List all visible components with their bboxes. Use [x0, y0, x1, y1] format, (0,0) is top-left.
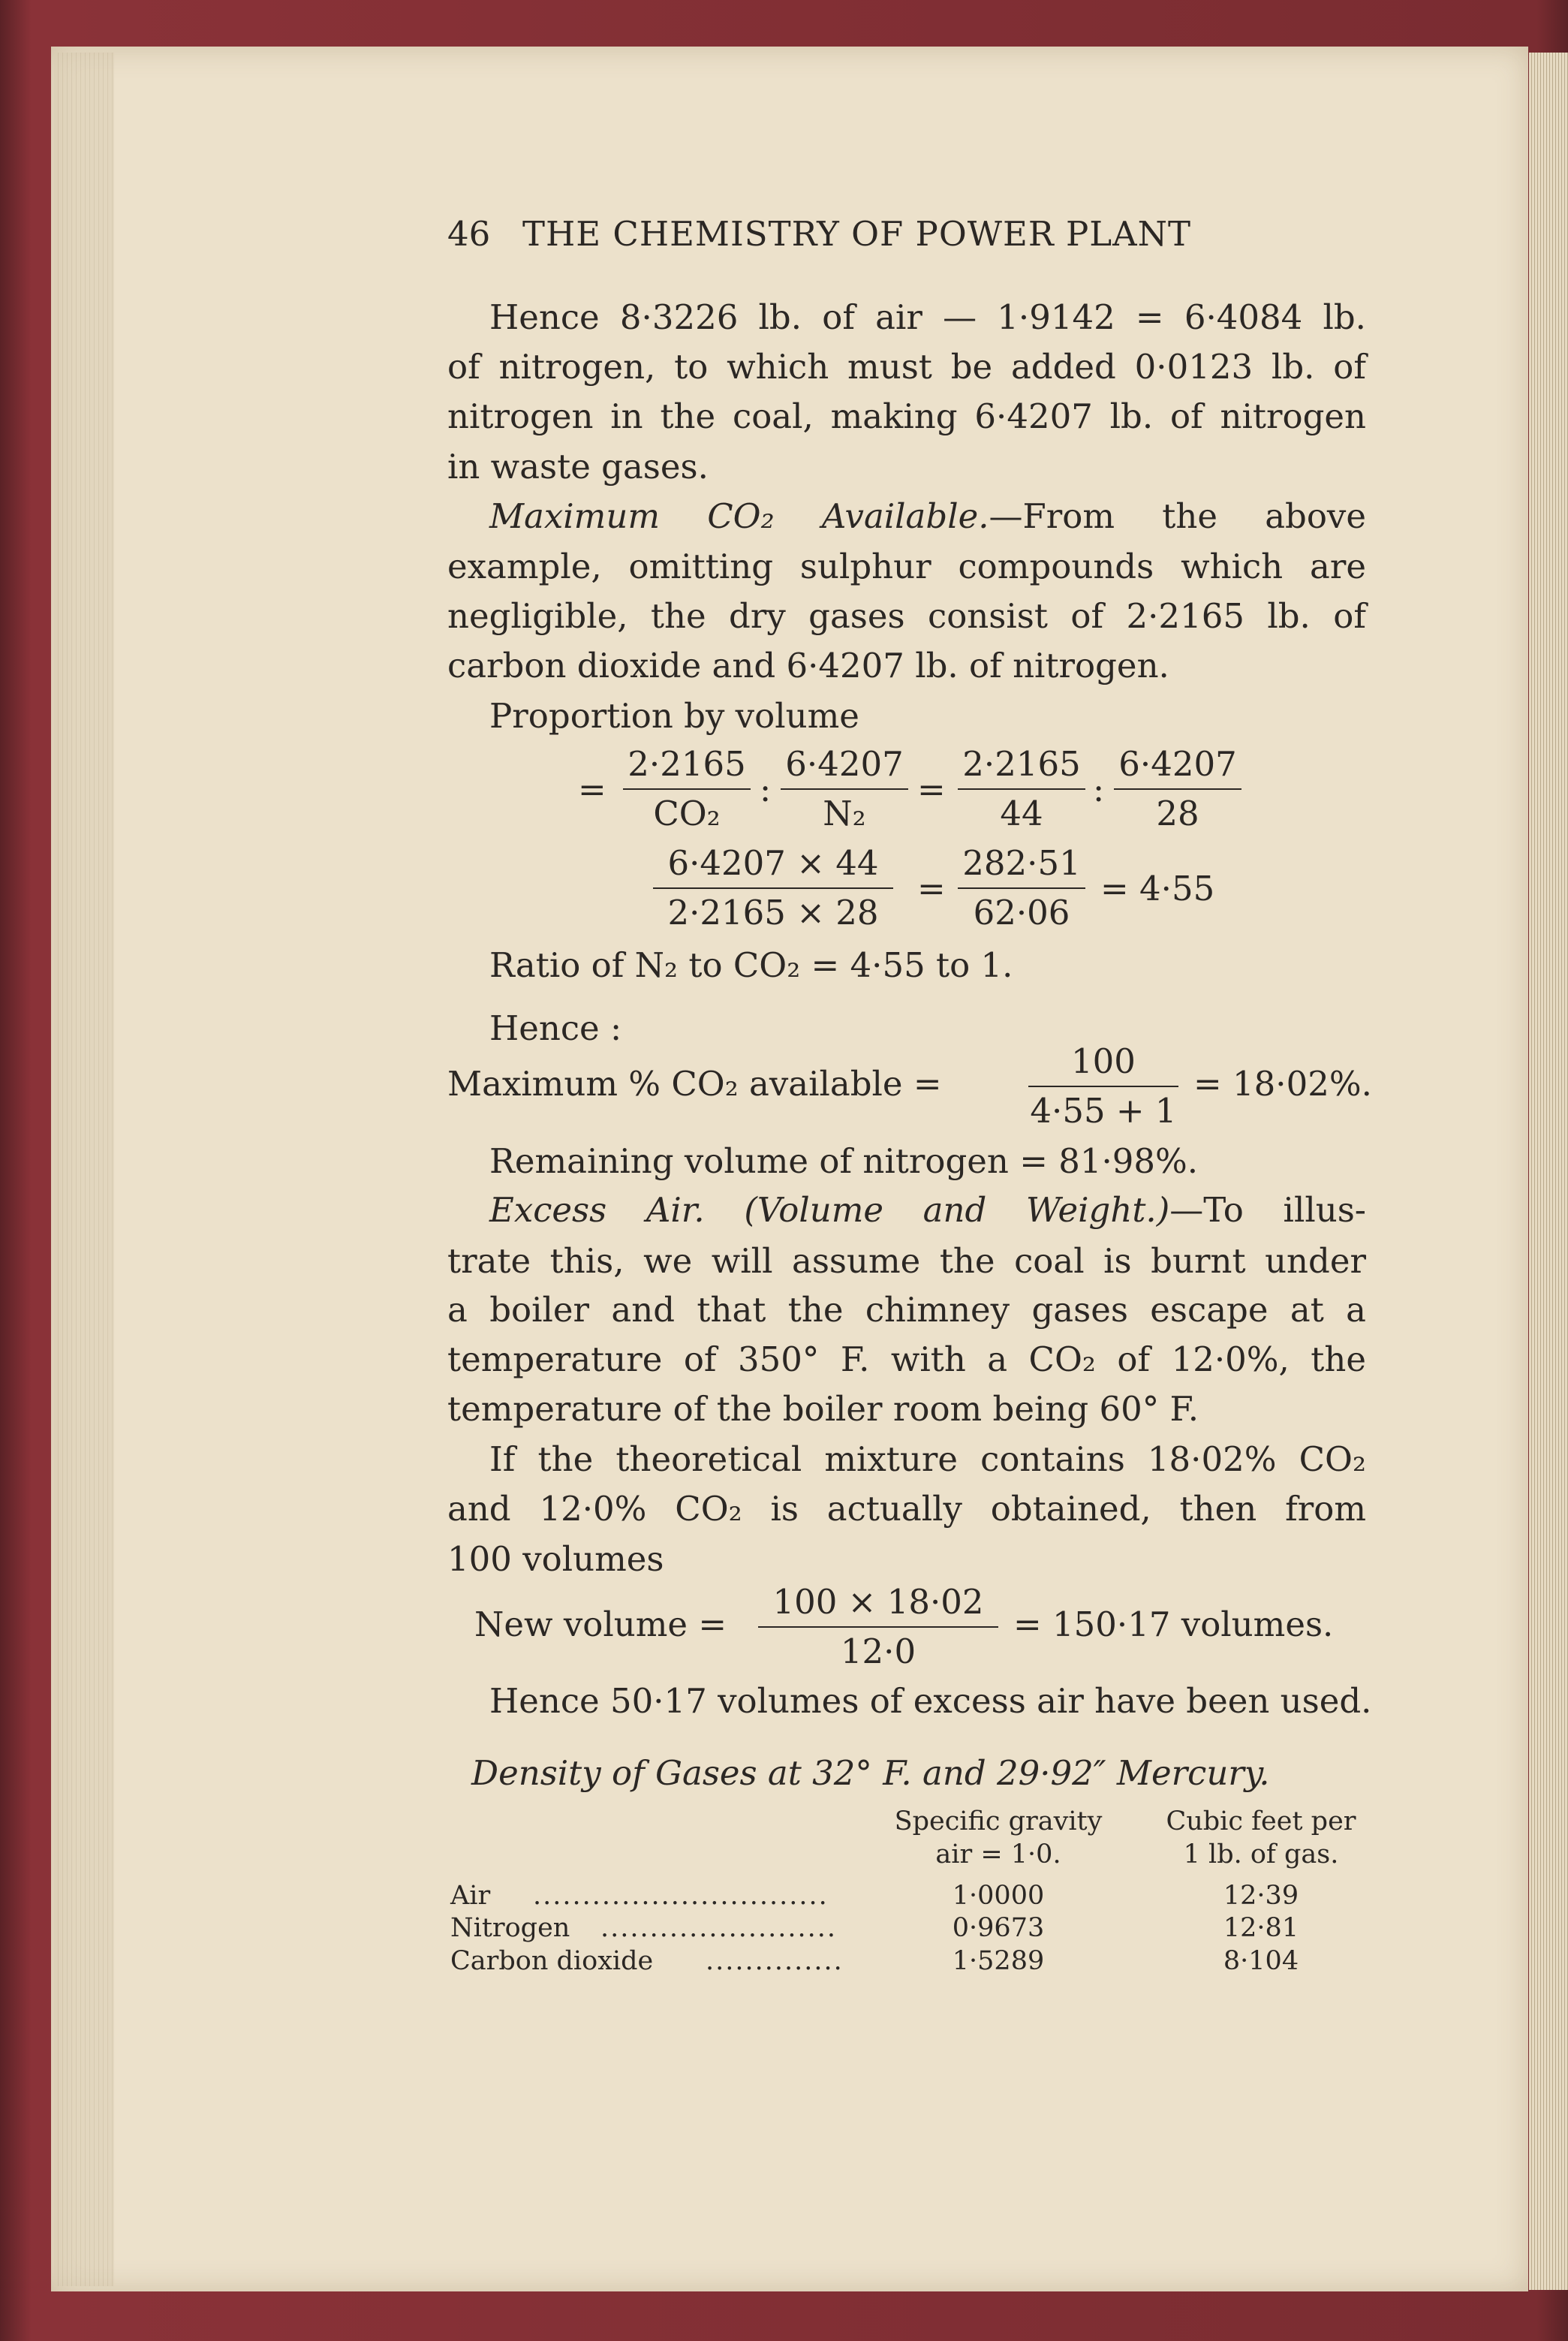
header-line: air = 1·0. [935, 1839, 1061, 1869]
specific-gravity: 1·5289 [952, 1946, 1045, 1976]
fraction [1028, 1041, 1178, 1132]
colon: : [760, 770, 772, 809]
denominator: 2·2165 × 28 [667, 893, 879, 932]
section-heading: Maximum CO₂ Available. [489, 496, 989, 536]
equals-sign: = [578, 770, 606, 809]
text-line: Hence 50·17 volumes of excess air have been used. [489, 1681, 1372, 1721]
denominator: 28 [1156, 794, 1199, 833]
text-line: negligible, the dry gases consist of 2·2165 lb. of [447, 596, 1366, 636]
numerator: 100 × 18·02 [772, 1582, 984, 1622]
result: = 4·55 [1100, 869, 1215, 908]
fraction [653, 842, 893, 934]
header-line: Cubic feet per [1166, 1806, 1356, 1836]
page-stack-right [1529, 53, 1568, 2290]
fraction [1114, 743, 1241, 835]
text-line [489, 494, 1366, 539]
text-line: If the theoretical mixture contains 18·02% CO₂ [489, 1439, 1366, 1479]
fraction [958, 842, 1085, 934]
cubic-feet: 8·104 [1223, 1946, 1299, 1976]
text-span: —From the above [989, 496, 1366, 536]
numerator: 100 [1071, 1041, 1136, 1081]
text-line: example, omitting sulphur compounds which are [447, 547, 1366, 586]
running-title: THE CHEMISTRY OF POWER PLANT [522, 214, 1192, 254]
numerator: 2·2165 [628, 744, 746, 784]
result: = 18·02%. [1193, 1064, 1372, 1104]
numerator: 6·4207 [785, 744, 904, 784]
text-line: of nitrogen, to which must be added 0·0123 lb. of [447, 347, 1366, 387]
table-title: Density of Gases at 32° F. and 29·92″ Mercury. [471, 1753, 1270, 1793]
result: = 150·17 volumes. [1013, 1604, 1334, 1644]
fraction [781, 743, 908, 835]
denominator: N₂ [823, 794, 866, 833]
text-line: carbon dioxide and 6·4207 lb. of nitrogen. [447, 646, 1169, 685]
page-stack-left [54, 53, 114, 2286]
fraction [623, 743, 751, 835]
fraction [958, 743, 1085, 835]
text-line: in waste gases. [447, 447, 709, 487]
text-line: Proportion by volume [489, 696, 859, 736]
specific-gravity: 1·0000 [952, 1881, 1045, 1911]
text-line: nitrogen in the coal, making 6·4207 lb. of nitrogen [447, 396, 1366, 436]
denominator: 62·06 [973, 893, 1070, 932]
column-header-specific-gravity [863, 1805, 1133, 1871]
equals-sign: = [917, 869, 946, 908]
text-line: temperature of the boiler room being 60° F. [447, 1389, 1199, 1429]
text-line: and 12·0% CO₂ is actually obtained, then from [447, 1489, 1366, 1529]
header-line: 1 lb. of gas. [1183, 1839, 1339, 1869]
text-span: —To illus- [1169, 1190, 1367, 1230]
gas-name: Air [450, 1881, 491, 1911]
denominator: 44 [1000, 794, 1043, 833]
leader-dots: ........................ [600, 1913, 838, 1943]
cubic-feet: 12·39 [1223, 1881, 1299, 1911]
denominator: 12·0 [840, 1631, 916, 1671]
section-heading: Excess Air. (Volume and Weight.) [489, 1190, 1170, 1230]
gas-name: Nitrogen [450, 1913, 570, 1943]
text-line: Remaining volume of nitrogen = 81·98%. [489, 1141, 1199, 1181]
colon: : [1093, 770, 1105, 809]
denominator: 4·55 + 1 [1030, 1091, 1177, 1131]
leader-dots: .............. [706, 1946, 844, 1976]
numerator: 2·2165 [962, 744, 1081, 784]
text-line: a boiler and that the chimney gases escape at a [447, 1290, 1366, 1330]
denominator: CO₂ [653, 794, 721, 833]
text-line: Ratio of N₂ to CO₂ = 4·55 to 1. [489, 945, 1013, 985]
equals-sign: = [917, 770, 946, 809]
text-line: 100 volumes [447, 1539, 664, 1579]
numerator: 282·51 [962, 843, 1081, 883]
page-number: 46 [447, 214, 491, 254]
text-line: Hence : [489, 1008, 622, 1048]
text-line: temperature of 350° F. with a CO₂ of 12·0%, the [447, 1339, 1366, 1379]
leader-dots: .............................. [533, 1881, 829, 1911]
numerator: 6·4207 × 44 [667, 843, 879, 883]
text-line [489, 1188, 1366, 1233]
column-header-cubic-feet [1148, 1805, 1374, 1871]
header-line: Specific gravity [894, 1806, 1103, 1836]
fraction [758, 1581, 998, 1673]
text-line: Hence 8·3226 lb. of air — 1·9142 = 6·4084 lb. [489, 297, 1366, 337]
gas-name: Carbon dioxide [450, 1946, 654, 1976]
specific-gravity: 0·9673 [952, 1913, 1045, 1943]
equation-label: New volume = [474, 1604, 727, 1644]
text-line: trate this, we will assume the coal is burnt under [447, 1241, 1366, 1281]
numerator: 6·4207 [1118, 744, 1237, 784]
equation-label: Maximum % CO₂ available = [447, 1064, 942, 1104]
cubic-feet: 12·81 [1223, 1913, 1299, 1943]
